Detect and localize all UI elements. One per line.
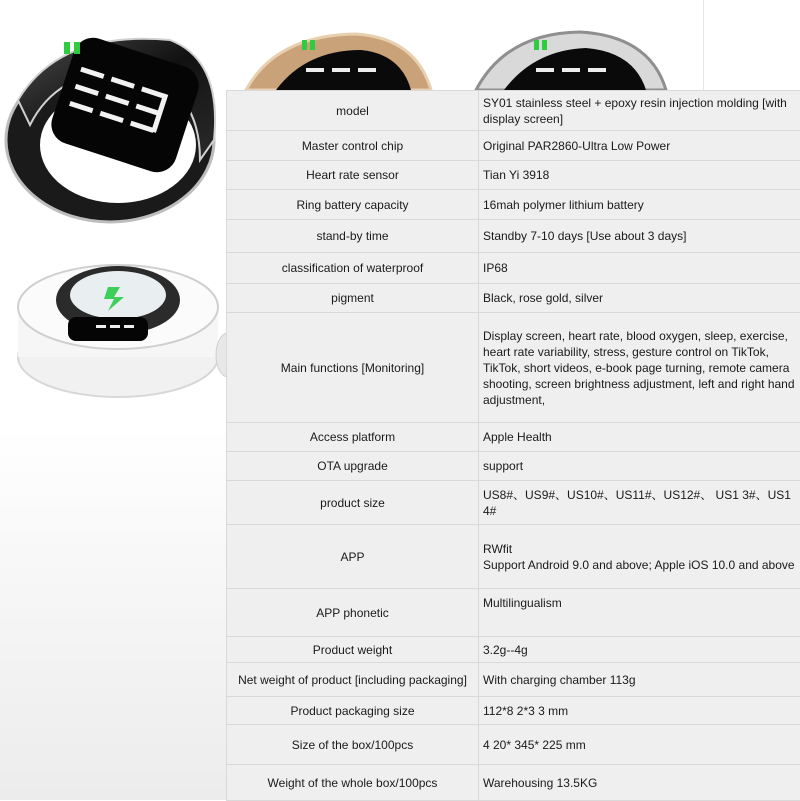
spec-key: pigment [227,284,479,313]
spec-key: Product weight [227,637,479,663]
table-row [227,313,800,423]
table-row [227,637,800,663]
spec-value: 4 20* 345* 225 mm [479,725,800,765]
spec-key: Access platform [227,423,479,452]
spec-key: Heart rate sensor [227,161,479,190]
table-row [227,525,800,589]
spec-key: model [227,91,479,131]
spec-key: Master control chip [227,131,479,161]
spec-value: 16mah polymer lithium battery [479,190,800,220]
spec-value: SY01 stainless steel + epoxy resin injection molding [with display screen] [479,91,800,131]
table-row [227,423,800,452]
spec-key: APP phonetic [227,589,479,637]
spec-value: With charging chamber 113g [479,663,800,697]
spec-key: Product packaging size [227,697,479,725]
table-row [227,190,800,220]
spec-key: Ring battery capacity [227,190,479,220]
spec-key: OTA upgrade [227,452,479,481]
spec-value: US8#、US9#、US10#、US11#、US12#、 US1 3#、US1 4# [479,481,800,525]
table-row [227,91,800,131]
spec-key: Size of the box/100pcs [227,725,479,765]
table-row [227,589,800,637]
spec-key: Net weight of product [including packaging] [227,663,479,697]
table-row [227,725,800,765]
spec-key: classification of waterproof [227,253,479,284]
table-row [227,481,800,525]
spec-value: Tian Yi 3918 [479,161,800,190]
table-row [227,131,800,161]
spec-table [226,90,800,801]
spec-value: Multilingualism [479,589,800,637]
background-area [0,428,226,800]
table-row [227,452,800,481]
table-row [227,284,800,313]
table-row [227,697,800,725]
spec-value: Apple Health [479,423,800,452]
table-row [227,663,800,697]
spec-value: Standby 7-10 days [Use about 3 days] [479,220,800,253]
black-ring-image [0,20,226,235]
charging-dock-image [10,245,226,405]
spec-value: RWfit Support Android 9.0 and above; Apple iOS 10.0 and above [479,525,800,589]
spec-value: Display screen, heart rate, blood oxygen, sleep, exercise, heart rate variability, stress, gesture control on TikTok, TikTok, short videos, e-book page turning, remote camera shooting, screen brightness adjustment, left and right hand adjustment, [479,313,800,423]
table-row [227,765,800,801]
spec-key: product size [227,481,479,525]
table-row [227,253,800,284]
spec-value: IP68 [479,253,800,284]
spec-key: Main functions [Monitoring] [227,313,479,423]
spec-key: stand-by time [227,220,479,253]
spec-value: 112*8 2*3 3 mm [479,697,800,725]
spec-value: support [479,452,800,481]
spec-value: Black, rose gold, silver [479,284,800,313]
spec-value: Warehousing 13.5KG [479,765,800,801]
table-row [227,220,800,253]
spec-key: Weight of the whole box/100pcs [227,765,479,801]
spec-value: 3.2g--4g [479,637,800,663]
spec-value: Original PAR2860-Ultra Low Power [479,131,800,161]
table-row [227,161,800,190]
spec-key: APP [227,525,479,589]
